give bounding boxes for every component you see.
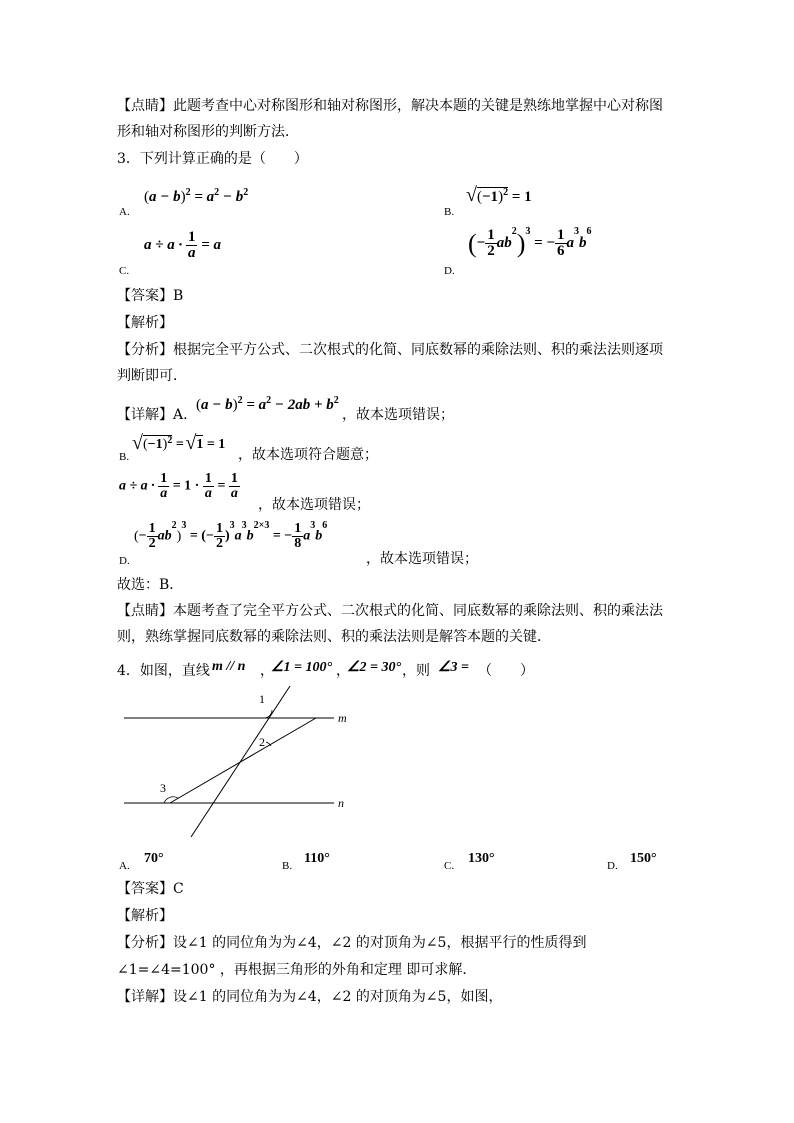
q4-stem-prefix: 4．如图，直线	[117, 663, 210, 679]
q4-detail-line: 【详解】设∠1 的同位角为为∠4，∠2 的对顶角为∠5，如图，	[117, 989, 503, 1005]
q3-option-c-formula: a ÷ a · $\frac{1}{a}$ = a	[144, 229, 222, 261]
q3-review-line2: 则，熟练掌握同底数幂的乘除法则、积的乘法法则是解答本题的关键．	[117, 629, 551, 645]
q3-option-d-formula: (− $\frac{1}{2}$ $ab^2)^3$ = − $\frac{1}{6}$ $a^3b^6$	[468, 226, 592, 259]
q3-option-d-letter: D.	[444, 265, 455, 277]
q3-detail-d-prefix: D.	[119, 555, 130, 567]
q4-stem-blank: （ ）	[478, 663, 534, 679]
q3-review-line1: 【点睛】本题考查了完全平方公式、二次根式的化简、同底数幂的乘除法则、积的乘法法	[117, 603, 663, 619]
q3-conclusion: 故选：B．	[117, 577, 184, 593]
q4-stem-comma2: ，	[336, 663, 350, 679]
q3-analysis-heading: 【解析】	[117, 315, 173, 331]
q3-detail-a-formula: $(a - b)^2 = a^2 - 2ab + b^2$	[196, 395, 339, 413]
q3-detail-d-suffix: ，故本选项错误；	[366, 551, 478, 567]
q4-stem-parallel: m // n	[212, 659, 246, 674]
q3-detail-c-suffix: ，故本选项错误；	[258, 497, 370, 513]
q4-stem-comma1: ，	[260, 663, 274, 679]
q4-option-d-letter: D.	[607, 860, 618, 872]
q4-option-c-letter: C.	[444, 860, 455, 872]
q3-detail-prefix: 【详解】A.	[117, 407, 188, 423]
q3-option-c-letter: C.	[119, 265, 130, 277]
q4-angle2: ∠2 = 30°	[347, 660, 402, 675]
q4-answer: 【答案】C	[117, 881, 184, 897]
q4-fenxi-line2: ∠1=∠4=100° ，再根据三角形的外角和定理 即可求解．	[117, 962, 477, 978]
q3-option-a-letter: A.	[119, 206, 130, 218]
transversal-2	[170, 718, 316, 803]
q3-fenxi-line1: 【分析】根据完全平方公式、二次根式的化简、同底数幂的乘除法则、积的乘法法则逐项	[117, 342, 663, 358]
q4-fenxi-line1: 【分析】设∠1 的同位角为为∠4，∠2 的对顶角为∠5，根据平行的性质得到	[117, 935, 587, 951]
angle-1-label: 1	[259, 692, 265, 706]
q4-option-b-letter: B.	[282, 860, 293, 872]
q4-stem-then: ，则	[402, 663, 430, 679]
q4-option-a-letter: A.	[119, 860, 130, 872]
q2-review-line1: 【点睛】此题考查中心对称图形和轴对称图形，解决本题的关键是熟练地掌握中心对称图	[117, 98, 663, 114]
q3-option-a-formula: $(a - b)^2 = a^2 - b^2$	[144, 187, 249, 205]
angle-1-arc	[264, 710, 272, 718]
q3-option-b-formula: √ $(-1)^2 = 1$	[468, 187, 532, 206]
q3-option-b-letter: B.	[444, 206, 455, 218]
q3-answer: 【答案】B	[117, 288, 184, 304]
q2-review-line2: 形和轴对称图形的判断方法．	[117, 124, 299, 140]
q3-detail-c-formula: a ÷ a · $\frac{1}{a}$ = 1 · $\frac{1}{a}$ = $\frac{1}{a}$	[119, 471, 238, 501]
q4-option-d-value: 150°	[630, 851, 657, 866]
q4-option-b-value: 110°	[304, 851, 330, 866]
angle-2-label: 2	[259, 735, 265, 749]
q4-option-c-value: 130°	[468, 851, 495, 866]
q3-detail-a-suffix: ，故本选项错误；	[342, 407, 454, 423]
q3-detail-b-prefix: B.	[119, 451, 130, 463]
line-m-label: m	[338, 711, 347, 725]
q3-fenxi-line2: 判断即可．	[117, 368, 187, 384]
q4-angle1: ∠1 = 100°	[271, 660, 333, 675]
q3-detail-d-formula: (− $\frac{1}{2}$ $ab^2)^3$ = (− $\frac{1}{2}$ )$^3a^3b^{2\times 3}$ = − $\frac{1}{8}$ $a^3b^6$	[134, 520, 328, 551]
angle-3-label: 3	[160, 781, 166, 795]
q4-analysis-heading: 【解析】	[117, 908, 173, 924]
q3-detail-b-suffix: ，故本选项符合题意；	[238, 447, 378, 463]
line-n-label: n	[338, 796, 344, 810]
q4-option-a-value: 70°	[144, 851, 164, 866]
q3-stem: 3．下列计算正确的是（ ）	[117, 151, 308, 167]
q4-geometry-figure	[120, 682, 360, 842]
q4-angle3: ∠3 =	[438, 660, 470, 675]
q3-detail-b-formula: √ $(-1)^2$ = √ 1 = 1	[134, 435, 225, 453]
